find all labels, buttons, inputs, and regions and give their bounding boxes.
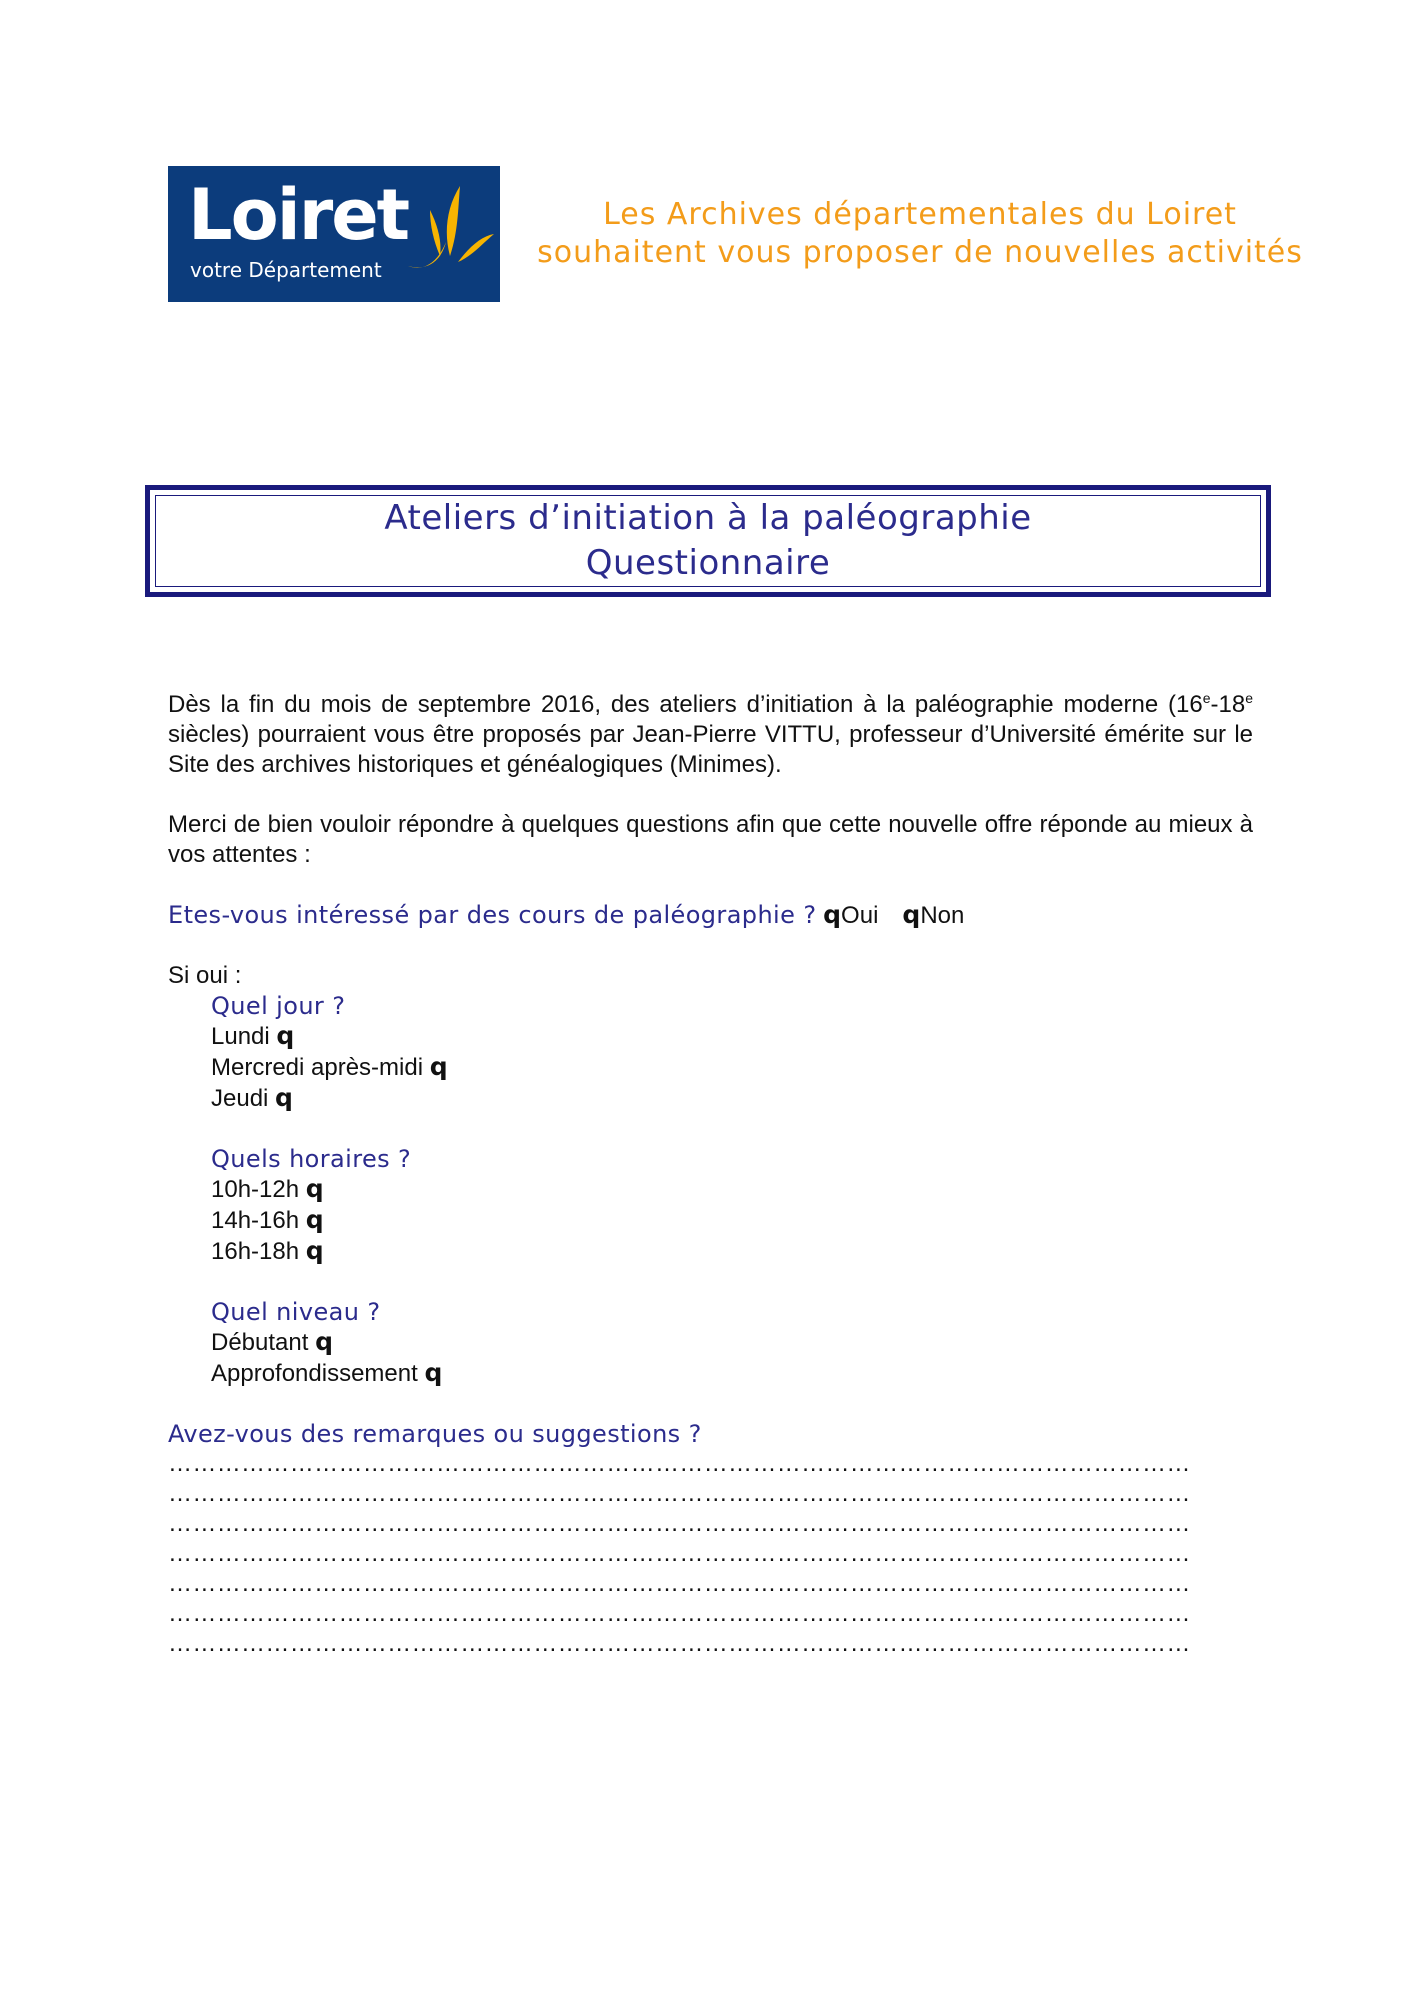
remarks-line[interactable]: ………………………………………………………………………………………………………………: [168, 1630, 1191, 1657]
title-inner-frame: [155, 495, 1261, 587]
checkbox-mercredi[interactable]: q: [429, 1052, 448, 1081]
option-non: Non: [920, 902, 965, 929]
title-box: [145, 485, 1271, 597]
checkbox-10-12[interactable]: q: [305, 1174, 324, 1203]
follow-up-questions: [168, 991, 1253, 1389]
remarks-line[interactable]: ………………………………………………………………………………………………………………: [168, 1450, 1191, 1477]
document-subtitle: Questionnaire: [585, 543, 831, 583]
logo-word: Loiret: [188, 174, 409, 256]
hours-question: Quels horaires ?: [211, 1145, 412, 1173]
interest-question-row: [168, 900, 1253, 931]
checkbox-oui[interactable]: q: [823, 900, 842, 929]
day-option-jeudi: Jeudi q: [211, 1083, 293, 1112]
checkbox-16-18[interactable]: q: [305, 1236, 324, 1265]
level-option-approfondissement: Approfondissement q: [211, 1358, 443, 1387]
questionnaire-body: [168, 690, 1253, 1659]
day-question: Quel jour ?: [211, 992, 346, 1020]
document-title: Ateliers d’initiation à la paléographie: [384, 498, 1032, 538]
hours-option-14-16: 14h-16h q: [211, 1205, 324, 1234]
level-option-debutant: Débutant q: [211, 1327, 333, 1356]
intro-text-1: Dès la fin du mois de septembre 2016, des ateliers d’initiation à la paléographie moderne (16: [168, 691, 1203, 718]
intro-text-2: -18: [1210, 691, 1246, 718]
hours-option-10-12: 10h-12h q: [211, 1174, 324, 1203]
remarks-line[interactable]: ………………………………………………………………………………………………………………: [168, 1510, 1191, 1537]
intro-text-3: siècles) pourraient vous être proposés par Jean-Pierre VITTU, professeur d’Université émérite sur le Site des archives historiques et généalogiques (Minimes).: [168, 721, 1253, 778]
if-yes-label: Si oui :: [168, 962, 242, 989]
checkbox-non[interactable]: q: [902, 900, 921, 929]
request-paragraph: Merci de bien vouloir répondre à quelques questions afin que cette nouvelle offre réponde au mieux à vos attentes :: [168, 811, 1253, 868]
logo-subtitle: votre Département: [190, 258, 382, 282]
superscript-e: e: [1202, 690, 1211, 706]
remarks-line[interactable]: ………………………………………………………………………………………………………………: [168, 1540, 1191, 1567]
hours-group: [211, 1144, 1253, 1267]
checkbox-jeudi[interactable]: q: [275, 1083, 293, 1112]
level-question: Quel niveau ?: [211, 1298, 381, 1326]
day-group: [211, 991, 1253, 1114]
header-line-1: Les Archives départementales du Loiret: [603, 197, 1237, 232]
interest-question: Etes-vous intéressé par des cours de paléographie ?: [168, 901, 817, 929]
header-text: [520, 196, 1320, 272]
remarks-line[interactable]: ………………………………………………………………………………………………………………: [168, 1570, 1191, 1597]
superscript-e: e: [1245, 690, 1253, 706]
hours-option-16-18: 16h-18h q: [211, 1236, 324, 1265]
level-group: [211, 1297, 1253, 1389]
day-option-lundi: Lundi q: [211, 1021, 295, 1050]
option-oui: Oui: [841, 902, 879, 929]
remarks-question: Avez-vous des remarques ou suggestions ?: [168, 1420, 702, 1448]
remarks-line[interactable]: ………………………………………………………………………………………………………………: [168, 1600, 1191, 1627]
day-option-mercredi: Mercredi après-midi q: [211, 1052, 448, 1081]
checkbox-approfondissement[interactable]: q: [424, 1358, 443, 1387]
remarks-line[interactable]: ………………………………………………………………………………………………………………: [168, 1480, 1191, 1507]
intro-paragraph: [168, 690, 1253, 780]
wheat-mark-icon: [400, 180, 496, 290]
header-line-2: souhaitent vous proposer de nouvelles activités: [537, 235, 1303, 270]
checkbox-lundi[interactable]: q: [276, 1021, 295, 1050]
checkbox-debutant[interactable]: q: [315, 1327, 333, 1356]
loiret-logo: [168, 166, 500, 302]
checkbox-14-16[interactable]: q: [305, 1205, 324, 1234]
remarks-section: [168, 1419, 1253, 1659]
